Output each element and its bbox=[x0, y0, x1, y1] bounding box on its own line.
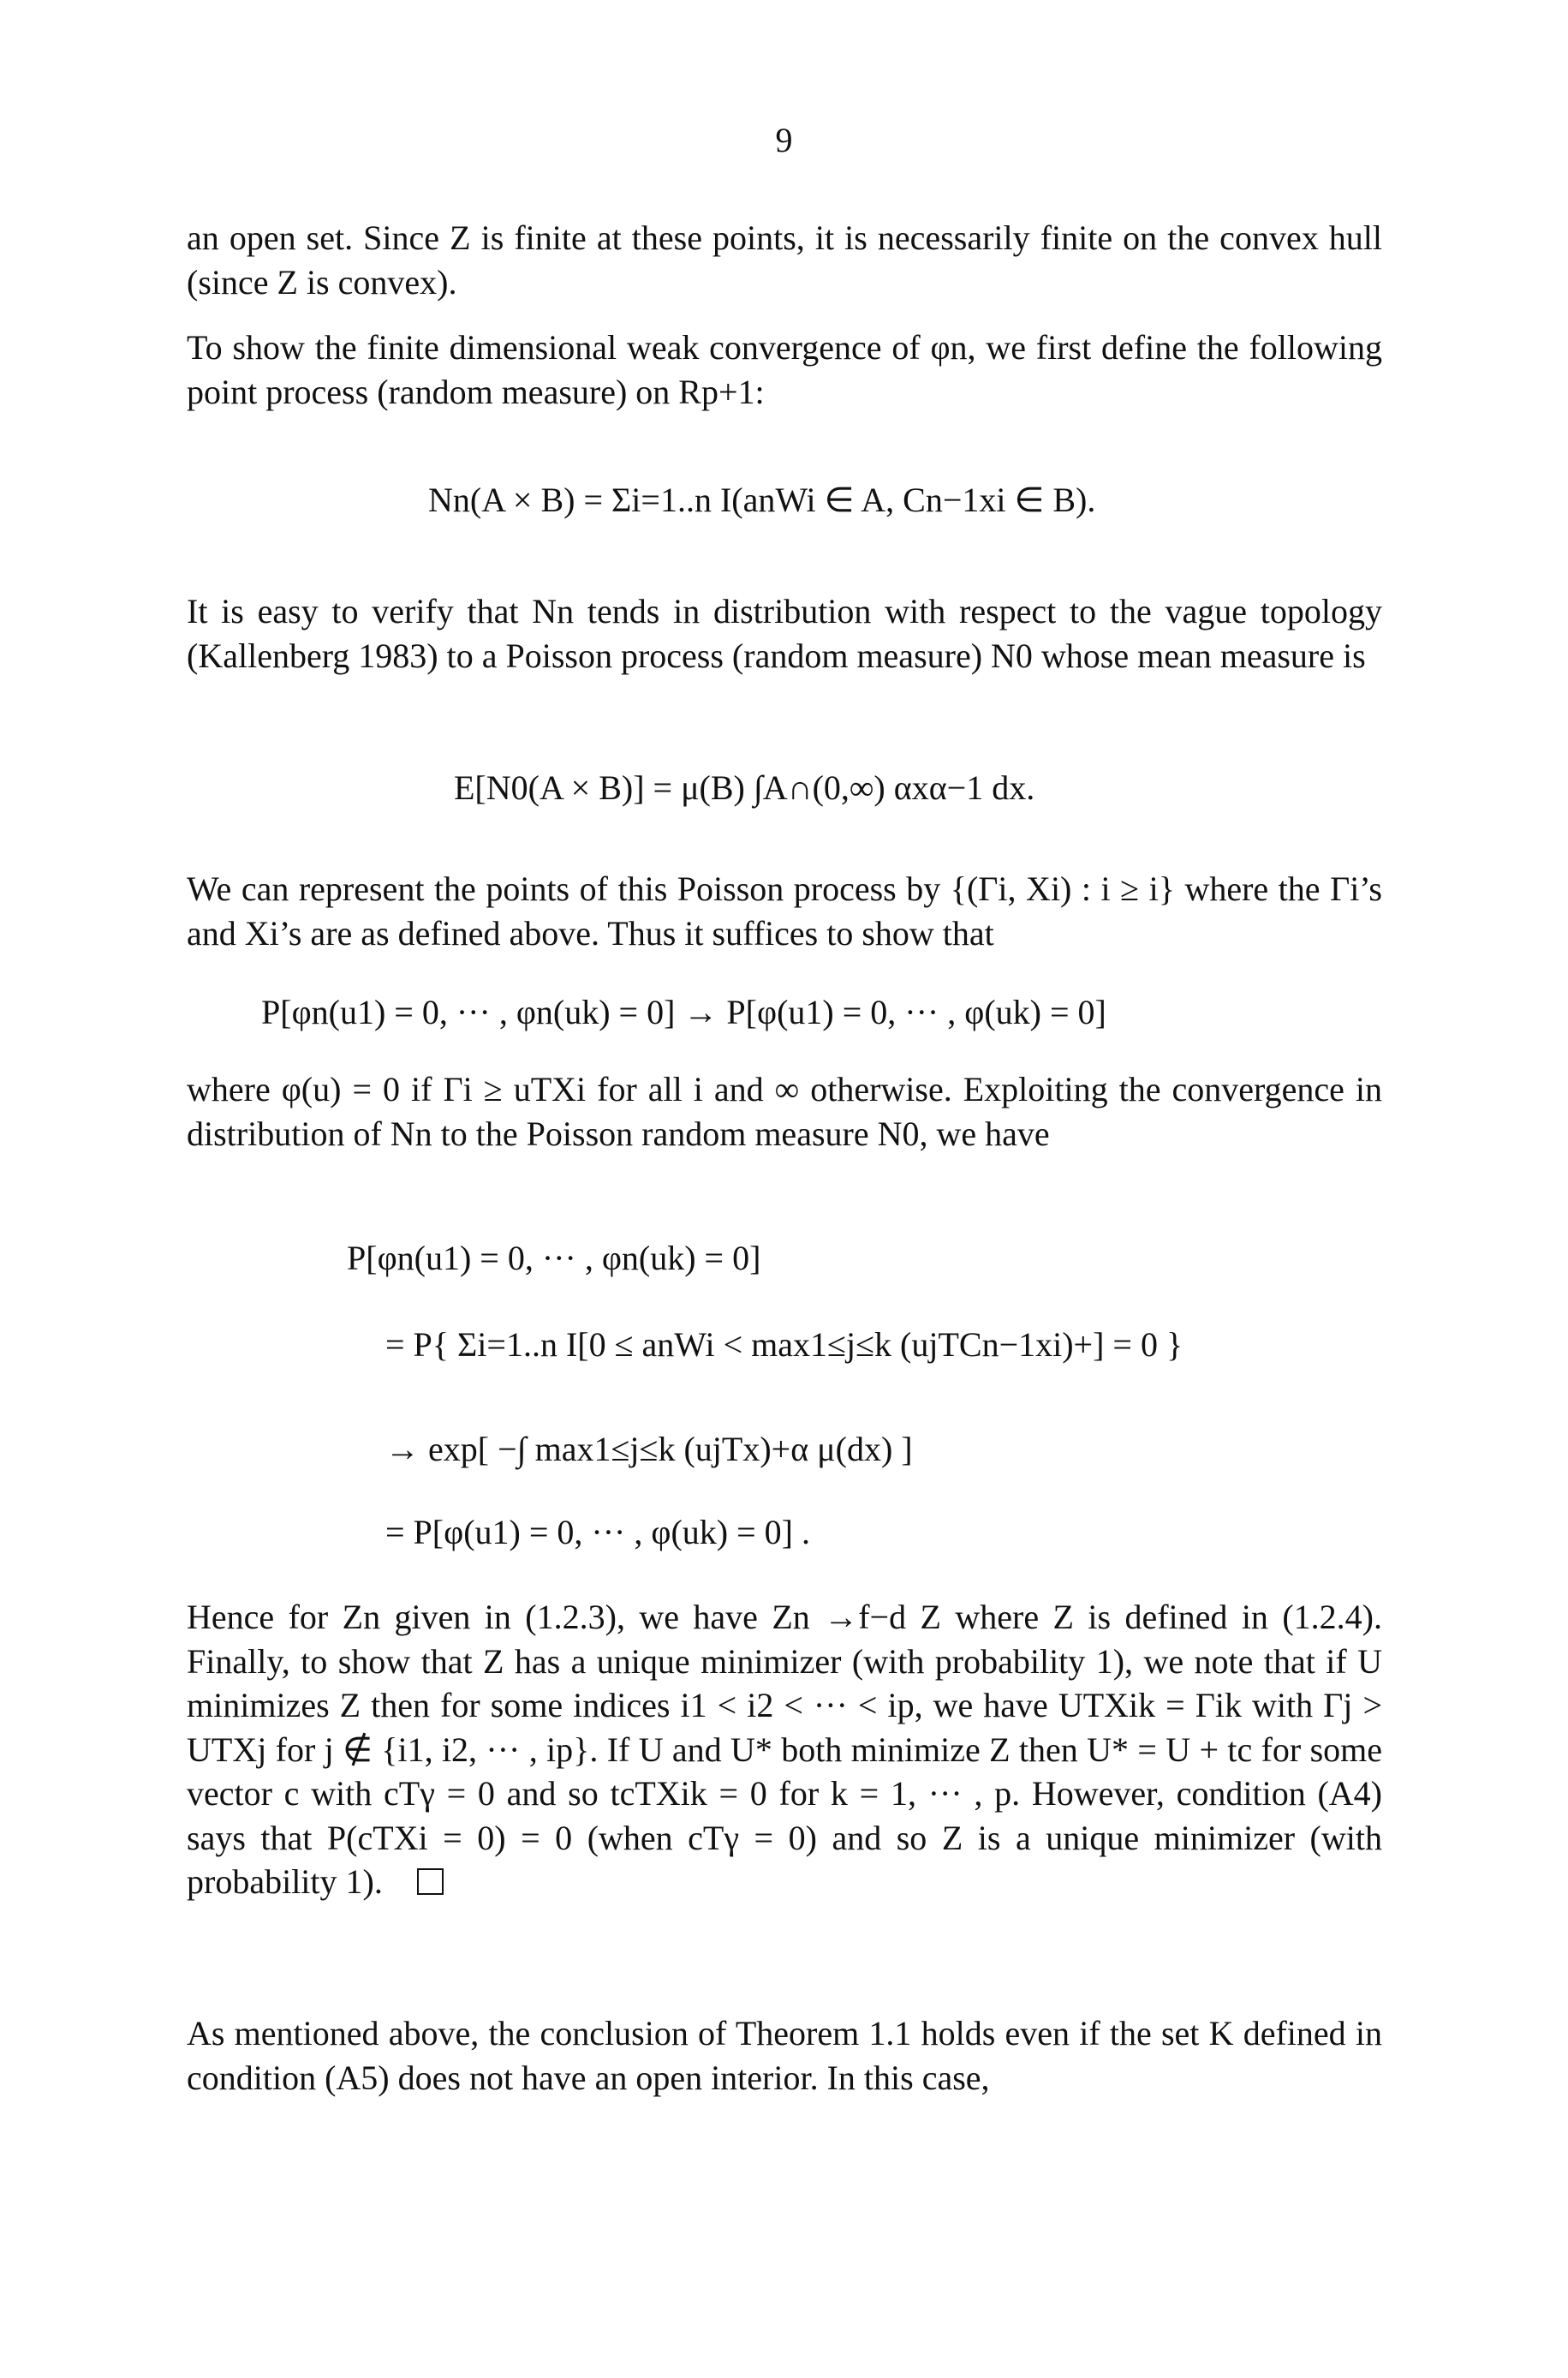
equation-display-line-3: → exp[ −∫ max1≤j≤k (ujTx)+α μ(dx) ] bbox=[385, 1430, 913, 1468]
paragraph-3: It is easy to verify that Nn tends in distribution with respect to the vague topology (Kallenberg 1983) to a Poisson process (random measure) N0 whose mean measure is bbox=[187, 592, 1382, 675]
paragraph-7: As mentioned above, the conclusion of Theorem 1.1 holds even if the set K defined in condition (A5) does not have an open interior. In this case, bbox=[187, 2014, 1382, 2097]
paragraph-1: an open set. Since Z is finite at these points, it is necessarily finite on the convex hull (since Z is convex). bbox=[187, 218, 1382, 302]
paragraph-6-text: Hence for Zn given in (1.2.3), we have Zn →f−d Z where Z is defined in (1.2.4). Finally, to show that Z has a unique minimizer (with probability 1), we note that if U minimizes Z then for some indices i1 < i2 < ··· < ip, we have UTXik = Γik with Γj > UTXj for j ∉ {i1, i2, ··· , ip}. If U and U* both minimize Z then U* = U + tc for some vector c with cTγ = 0 and so tcTXik = 0 for k = 1, ··· , p. However, condition (A4) says that P(cTXi = 0) = 0 (when cTγ = 0) and so Z is a unique minimizer (with probability 1). bbox=[187, 1598, 1382, 1901]
paragraph-5: where φ(u) = 0 if Γi ≥ uTXi for all i and ∞ otherwise. Exploiting the convergence in distribution of Nn to the Poisson random measure N0, we have bbox=[187, 1070, 1382, 1153]
equation-mean-measure: E[N0(A × B)] = μ(B) ∫A∩(0,∞) αxα−1 dx. bbox=[454, 768, 1035, 807]
paragraph-4: We can represent the points of this Poisson process by {(Γi, Xi) : i ≥ i} where the Γi’s and Xi’s are as defined above. Thus it suffices to show that bbox=[187, 869, 1382, 953]
equation-fidi-target: P[φn(u1) = 0, ··· , φn(uk) = 0] → P[φ(u1) = 0, ··· , φ(uk) = 0] bbox=[261, 993, 1106, 1031]
page-number: 9 bbox=[775, 121, 793, 159]
equation-point-process: Nn(A × B) = Σi=1..n I(anWi ∈ A, Cn−1xi ∈ B). bbox=[428, 481, 1096, 519]
paragraph-6 bbox=[187, 1595, 1382, 1904]
paragraph-2: To show the finite dimensional weak convergence of φn, we first define the following point process (random measure) on Rp+1: bbox=[187, 328, 1382, 411]
qed-square-icon bbox=[417, 1868, 444, 1895]
equation-display-line-1: P[φn(u1) = 0, ··· , φn(uk) = 0] bbox=[347, 1239, 761, 1277]
equation-display-line-4: = P[φ(u1) = 0, ··· , φ(uk) = 0] . bbox=[385, 1513, 810, 1551]
equation-display-line-2: = P{ Σi=1..n I[0 ≤ anWi < max1≤j≤k (ujTCn−1xi)+] = 0 } bbox=[385, 1325, 1183, 1364]
